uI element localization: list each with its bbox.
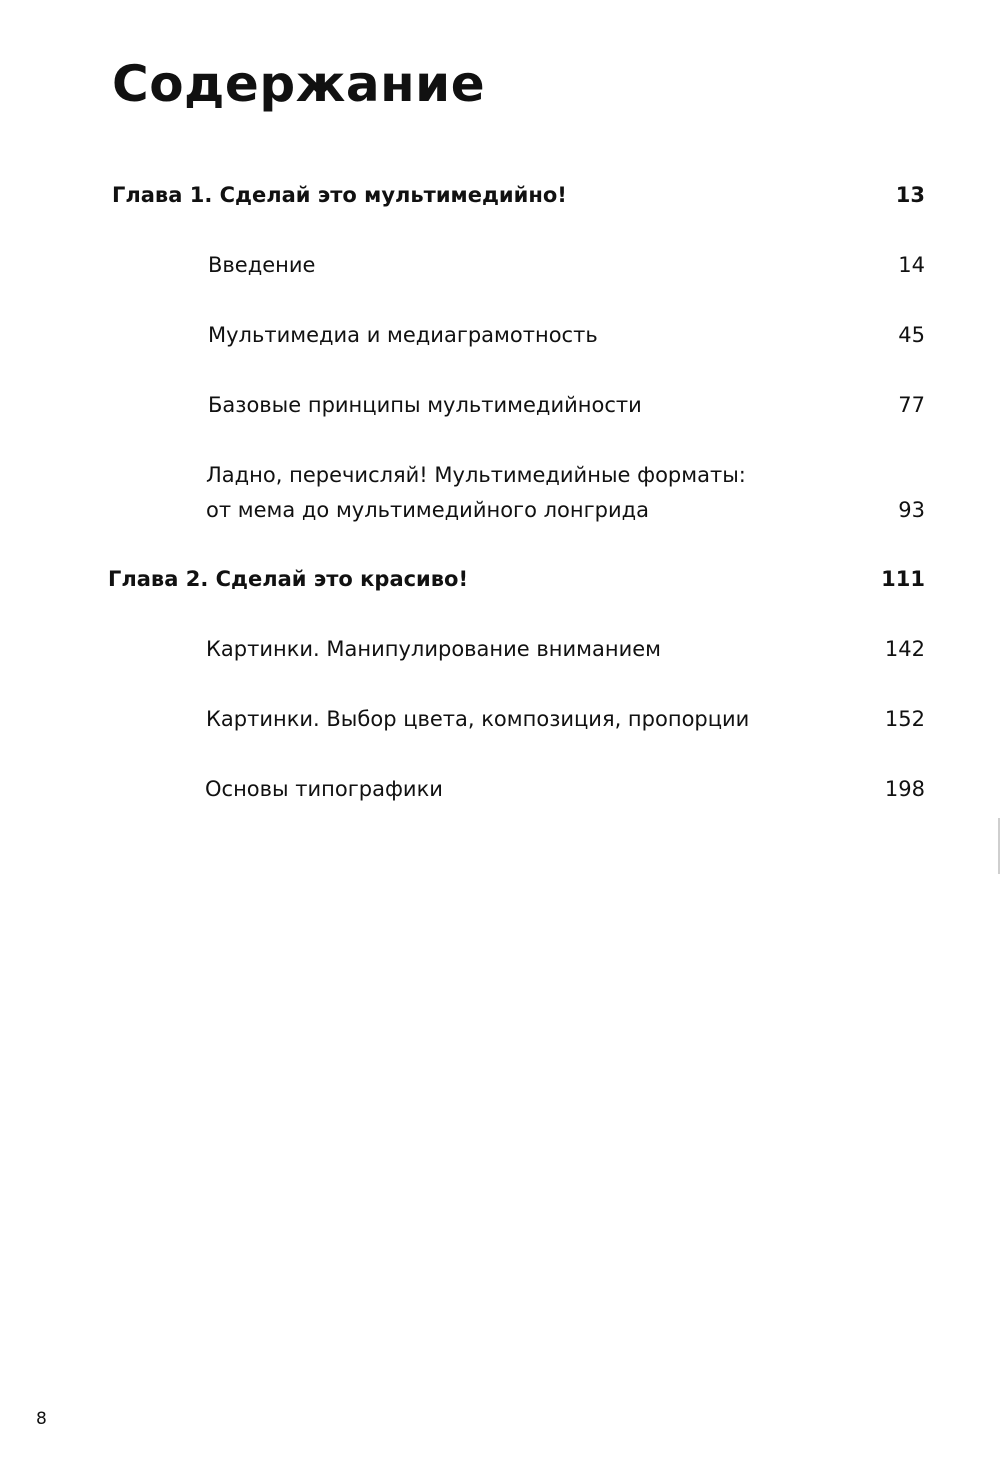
page-title: Содержание <box>112 55 486 113</box>
toc-section-label: Введение <box>208 253 316 277</box>
toc-section-label-line-1: Ладно, перечисляй! Мультимедийные форматы: <box>206 463 746 487</box>
toc-section-label: Картинки. Манипулирование вниманием <box>206 637 661 661</box>
toc-section-label: Картинки. Выбор цвета, композиция, пропорции <box>206 707 750 731</box>
toc-page-number: 13 <box>895 183 925 207</box>
toc-chapter-label: Глава 2. Сделай это красиво! <box>108 567 469 591</box>
toc-page-number: 111 <box>881 567 925 591</box>
page-number: 8 <box>36 1409 47 1429</box>
toc-page-number: 77 <box>898 393 925 417</box>
toc-section-label: Основы типографики <box>205 777 443 801</box>
toc-page-number: 198 <box>884 777 925 801</box>
toc-page-number: 14 <box>898 253 925 277</box>
toc-page-number: 93 <box>898 498 925 522</box>
toc-page-number: 142 <box>884 637 925 661</box>
toc-page-number: 152 <box>884 707 925 731</box>
toc-section-label-line-2: от мема до мультимедийного лонгрида <box>206 498 650 522</box>
toc-section-label: Базовые принципы мультимедийности <box>208 393 642 417</box>
toc-section-label: Мультимедиа и медиаграмотность <box>208 323 598 347</box>
toc-chapter-label: Глава 1. Сделай это мультимедийно! <box>112 183 567 207</box>
toc-page-number: 45 <box>898 323 925 347</box>
